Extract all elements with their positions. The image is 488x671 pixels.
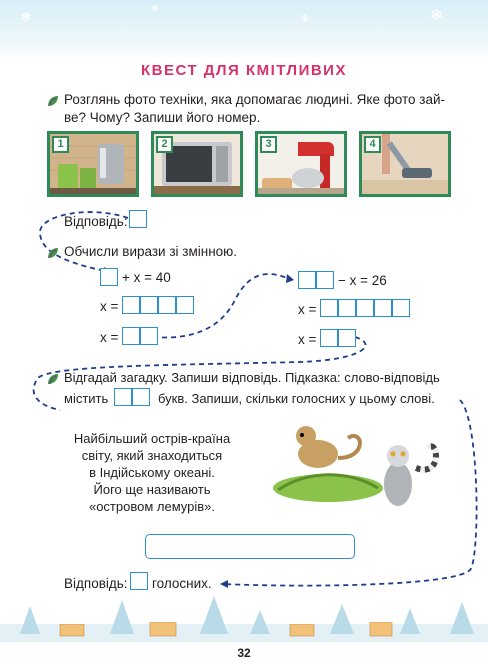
snowflake-icon: ❄: [430, 7, 444, 24]
page-title: КВЕСТ ДЛЯ КМІТЛИВИХ: [141, 62, 347, 79]
riddle-answer-field[interactable]: [145, 534, 355, 559]
left-expression-text: + x = 40: [122, 270, 171, 285]
right-x-label-1: x =: [298, 302, 317, 317]
left-result-box[interactable]: [122, 327, 140, 345]
photo-mixer: [255, 131, 347, 197]
left-x-box[interactable]: [176, 296, 194, 314]
letter-count-box[interactable]: [132, 388, 150, 406]
photo-number-4: 4: [364, 136, 381, 153]
leaf-task-icon: [46, 94, 60, 108]
right-result-box[interactable]: [320, 329, 338, 347]
lemur-illustration: [268, 408, 448, 523]
right-x-label-2: x =: [298, 332, 317, 347]
right-expression-box[interactable]: [316, 271, 334, 289]
right-x-box[interactable]: [320, 299, 338, 317]
riddle-line: «островом лемурів».: [88, 499, 216, 514]
task3-text-line2b: букв. Запиши, скільки голосних у цьому слові.: [158, 391, 435, 406]
task2-instruction: Обчисли вирази зі змінною.: [64, 244, 238, 259]
task1-answer-label: Відповідь:: [64, 214, 128, 229]
photo-number-3: 3: [260, 136, 277, 153]
task3-text-line2a: містить: [64, 391, 109, 406]
riddle-text: [62, 430, 242, 515]
photo-number-2: 2: [156, 136, 173, 153]
right-x-box[interactable]: [356, 299, 374, 317]
winter-village-decoration: [0, 594, 488, 642]
photo-number-1: 1: [52, 136, 69, 153]
task3-answer-label: Відповідь:: [64, 576, 128, 591]
photo-vacuum: [359, 131, 451, 197]
task1-text-line1: Розглянь фото техніки, яка допомагає людині. Яке фото зай-: [64, 92, 446, 107]
riddle-line: Найбільший острів-країна: [73, 431, 231, 446]
task3-answer-suffix: голосних.: [152, 576, 212, 591]
left-x-box[interactable]: [158, 296, 176, 314]
task3-text-line1: Відгадай загадку. Запиши відповідь. Підказка: слово-відповідь: [64, 370, 440, 385]
left-result-box[interactable]: [140, 327, 158, 345]
photo-kettle: [47, 131, 139, 197]
letter-count-box[interactable]: [114, 388, 132, 406]
page-number: 32: [237, 646, 251, 660]
photo-microwave: [151, 131, 243, 197]
snowflake-icon: ❄: [300, 13, 310, 25]
right-expression-text: − x = 26: [338, 273, 387, 288]
leaf-task-icon: [46, 246, 60, 260]
riddle-line: в Індійському океані.: [89, 465, 215, 480]
left-x-label-1: x =: [100, 299, 119, 314]
left-x-box[interactable]: [122, 296, 140, 314]
snowflake-icon: ❄: [20, 9, 32, 25]
right-x-box[interactable]: [374, 299, 392, 317]
task1-text-line2: ве? Чому? Запиши його номер.: [64, 110, 261, 125]
right-expression-box[interactable]: [298, 271, 316, 289]
riddle-line: Його ще називають: [93, 482, 211, 497]
vowel-count-box[interactable]: [130, 572, 148, 590]
snowflake-icon: ❄: [150, 4, 159, 15]
right-x-box[interactable]: [392, 299, 410, 317]
leaf-task-icon: [46, 372, 60, 386]
task1-answer-box[interactable]: [129, 210, 147, 228]
riddle-line: світу, який знаходиться: [81, 448, 223, 463]
left-x-box[interactable]: [140, 296, 158, 314]
right-result-box[interactable]: [338, 329, 356, 347]
left-x-label-2: x =: [100, 330, 119, 345]
right-x-box[interactable]: [338, 299, 356, 317]
left-expression-box[interactable]: [100, 268, 118, 286]
